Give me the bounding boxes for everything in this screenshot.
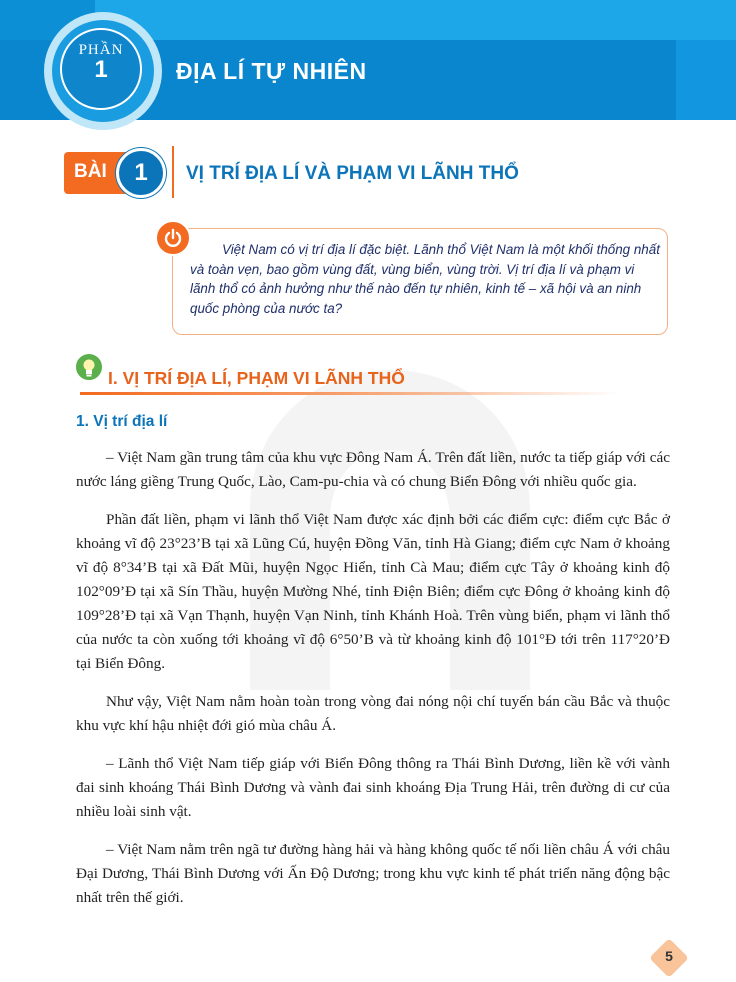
- part-badge: [44, 12, 162, 130]
- lesson-title: VỊ TRÍ ĐỊA LÍ VÀ PHẠM VI LÃNH THỔ: [186, 163, 519, 184]
- lesson-divider: [172, 146, 174, 198]
- part-title: ĐỊA LÍ TỰ NHIÊN: [176, 58, 367, 84]
- paragraph: – Việt Nam gần trung tâm của khu vực Đông Nam Á. Trên đất liền, nước ta tiếp giáp với các nước láng giềng Trung Quốc, Lào, Cam-pu-chia và có chung Biển Đông với nhiều quốc gia.: [76, 449, 670, 490]
- lightbulb-icon: [74, 352, 104, 382]
- paragraph: – Việt Nam nằm trên ngã tư đường hàng hải và hàng không quốc tế nối liền châu Á với châu Đại Dương, Thái Bình Dương với Ấn Độ Dương; trong khu vực kinh tế phát triển năng động bậc nhất trên thế giới.: [76, 841, 670, 906]
- subsection-title: 1. Vị trí địa lí: [76, 413, 168, 430]
- part-badge-inner: [60, 28, 142, 110]
- power-icon: [155, 220, 191, 256]
- body-text: [76, 446, 670, 924]
- page-number: 5: [665, 948, 673, 964]
- section-title: I. VỊ TRÍ ĐỊA LÍ, PHẠM VI LÃNH THỔ: [108, 368, 405, 388]
- paragraph: – Lãnh thổ Việt Nam tiếp giáp với Biển Đông thông ra Thái Bình Dương, liền kề với vành đai sinh khoáng Thái Bình Dương và vành đai sinh khoáng Địa Trung Hải, trên đường di cư của nhiều loài sinh vật.: [76, 755, 670, 820]
- part-label: PHẦN: [78, 42, 124, 58]
- section-underline: [80, 392, 620, 395]
- intro-text: Việt Nam có vị trí địa lí đặc biệt. Lãnh thổ Việt Nam là một khối thống nhất và toàn vẹn, bao gồm vùng đất, vùng biển, vùng trời. Vị trí địa lí và phạm vi lãnh thổ có ảnh hưởng như thế nào đến tự nhiên, kinh tế – xã hội và an ninh quốc phòng của nước ta?: [190, 242, 660, 316]
- lesson-label: BÀI: [74, 161, 107, 182]
- header-top-tab: [95, 0, 736, 40]
- part-badge-ring: [52, 20, 154, 122]
- paragraph: Phần đất liền, phạm vi lãnh thổ Việt Nam được xác định bởi các điểm cực: điểm cực Bắc ở khoảng vĩ độ 23°23’B tại xã Lũng Cú, huyện Đồng Văn, tỉnh Hà Giang; điểm cực Nam ở khoảng vĩ độ 8°34’B tại xã Đất Mũi, huyện Ngọc Hiển, tỉnh Cà Mau; điểm cực Tây ở khoảng kinh độ 102°09’Đ tại xã Sín Thầu, huyện Mường Nhé, tỉnh Điện Biên; điểm cực Đông ở khoảng kinh độ 109°28’Đ tại xã Vạn Thạnh, huyện Vạn Ninh, tỉnh Khánh Hoà. Trên vùng biển, phạm vi lãnh thổ của nước ta còn xuống tới khoảng vĩ độ 6°50’B và từ khoảng kinh độ 101°Đ tới trên 117°20’Đ tại Biển Đông.: [76, 511, 670, 672]
- lesson-number: 1: [116, 148, 166, 198]
- paragraph: Như vậy, Việt Nam nằm hoàn toàn trong vòng đai nóng nội chí tuyến bán cầu Bắc và thuộc khu vực khí hậu nhiệt đới gió mùa châu Á.: [76, 693, 670, 734]
- part-number: 1: [94, 56, 108, 83]
